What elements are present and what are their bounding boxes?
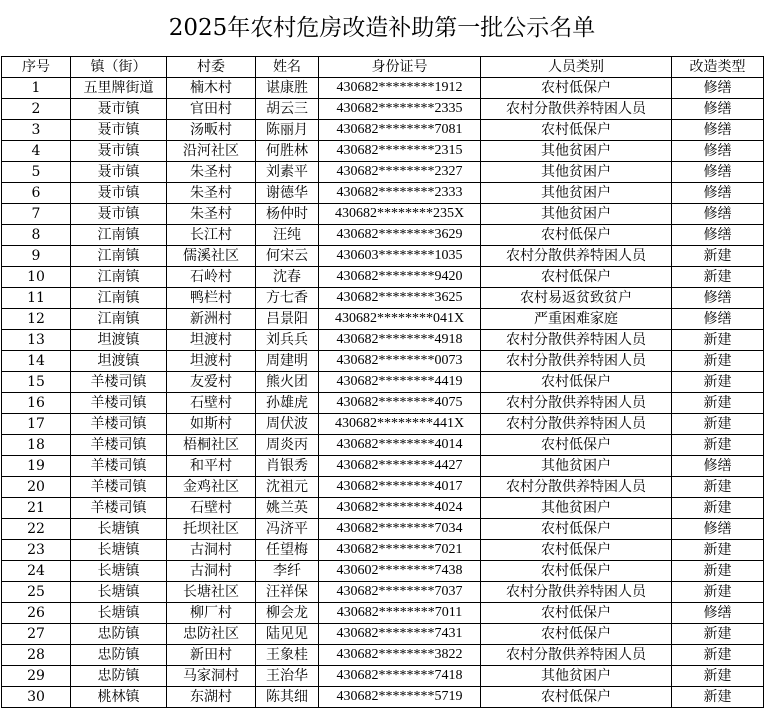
cell-id-number: 430682********4419: [319, 372, 481, 393]
cell-renovation-type: 修缮: [672, 183, 764, 204]
table-row: [2, 645, 764, 666]
cell-town: 江南镇: [71, 309, 167, 330]
cell-index: 13: [2, 330, 71, 351]
cell-village: 如斯村: [167, 414, 256, 435]
cell-renovation-type: 修缮: [672, 141, 764, 162]
cell-name: 汪祥保: [256, 582, 319, 603]
cell-category: 严重困难家庭: [481, 309, 672, 330]
cell-category: 农村低保户: [481, 120, 672, 141]
cell-index: 24: [2, 561, 71, 582]
cell-index: 19: [2, 456, 71, 477]
cell-index: 7: [2, 204, 71, 225]
cell-name: 何胜林: [256, 141, 319, 162]
cell-category: 其他贫困户: [481, 183, 672, 204]
table-row: [2, 330, 764, 351]
cell-id-number: 430682********9420: [319, 267, 481, 288]
table-row: [2, 624, 764, 645]
cell-id-number: 430682********041X: [319, 309, 481, 330]
cell-index: 9: [2, 246, 71, 267]
cell-name: 陈其细: [256, 687, 319, 708]
cell-renovation-type: 新建: [672, 687, 764, 708]
cell-id-number: 430682********4024: [319, 498, 481, 519]
cell-town: 五里牌街道: [71, 78, 167, 99]
cell-id-number: 430682********2333: [319, 183, 481, 204]
cell-name: 王治华: [256, 666, 319, 687]
cell-town: 长塘镇: [71, 582, 167, 603]
cell-town: 羊楼司镇: [71, 477, 167, 498]
cell-id-number: 430682********0073: [319, 351, 481, 372]
cell-category: 农村低保户: [481, 561, 672, 582]
cell-village: 朱圣村: [167, 204, 256, 225]
cell-village: 楠木村: [167, 78, 256, 99]
cell-id-number: 430682********2315: [319, 141, 481, 162]
cell-name: 刘兵兵: [256, 330, 319, 351]
cell-village: 儒溪社区: [167, 246, 256, 267]
table-row: [2, 603, 764, 624]
cell-category: 农村分散供养特困人员: [481, 645, 672, 666]
cell-id-number: 430682********4014: [319, 435, 481, 456]
cell-name: 周伏波: [256, 414, 319, 435]
cell-index: 18: [2, 435, 71, 456]
table-row: [2, 351, 764, 372]
cell-id-number: 430603********1035: [319, 246, 481, 267]
cell-index: 6: [2, 183, 71, 204]
cell-renovation-type: 修缮: [672, 162, 764, 183]
cell-category: 农村低保户: [481, 435, 672, 456]
cell-renovation-type: 修缮: [672, 120, 764, 141]
table-row: [2, 162, 764, 183]
cell-renovation-type: 新建: [672, 666, 764, 687]
cell-index: 20: [2, 477, 71, 498]
cell-id-number: 430682********7034: [319, 519, 481, 540]
cell-renovation-type: 修缮: [672, 288, 764, 309]
cell-index: 25: [2, 582, 71, 603]
cell-category: 农村低保户: [481, 540, 672, 561]
cell-village: 朱圣村: [167, 183, 256, 204]
cell-index: 10: [2, 267, 71, 288]
table-row: [2, 183, 764, 204]
table-row: [2, 372, 764, 393]
cell-id-number: 430682********2327: [319, 162, 481, 183]
cell-id-number: 430682********441X: [319, 414, 481, 435]
cell-renovation-type: 新建: [672, 414, 764, 435]
cell-town: 聂市镇: [71, 120, 167, 141]
table-row: [2, 309, 764, 330]
cell-index: 22: [2, 519, 71, 540]
cell-id-number: 430682********235X: [319, 204, 481, 225]
cell-id-number: 430682********3629: [319, 225, 481, 246]
col-header-renovation-type: 改造类型: [672, 57, 764, 78]
cell-id-number: 430682********7021: [319, 540, 481, 561]
cell-renovation-type: 修缮: [672, 99, 764, 120]
cell-id-number: 430682********7418: [319, 666, 481, 687]
col-header-name: 姓名: [256, 57, 319, 78]
cell-category: 其他贫困户: [481, 204, 672, 225]
cell-village: 东湖村: [167, 687, 256, 708]
cell-name: 沈春: [256, 267, 319, 288]
cell-name: 周建明: [256, 351, 319, 372]
cell-town: 聂市镇: [71, 162, 167, 183]
cell-name: 吕景阳: [256, 309, 319, 330]
cell-id-number: 430682********7037: [319, 582, 481, 603]
cell-town: 羊楼司镇: [71, 498, 167, 519]
cell-index: 26: [2, 603, 71, 624]
table-row: [2, 582, 764, 603]
cell-index: 27: [2, 624, 71, 645]
col-header-index: 序号: [2, 57, 71, 78]
cell-town: 江南镇: [71, 246, 167, 267]
cell-category: 其他贫困户: [481, 666, 672, 687]
cell-index: 17: [2, 414, 71, 435]
cell-index: 14: [2, 351, 71, 372]
table-row: [2, 540, 764, 561]
cell-name: 肖银秀: [256, 456, 319, 477]
cell-renovation-type: 修缮: [672, 204, 764, 225]
table-row: [2, 414, 764, 435]
cell-index: 28: [2, 645, 71, 666]
cell-id-number: 430682********4427: [319, 456, 481, 477]
col-header-village: 村委: [167, 57, 256, 78]
cell-town: 江南镇: [71, 267, 167, 288]
cell-category: 农村易返贫致贫户: [481, 288, 672, 309]
cell-name: 陆见见: [256, 624, 319, 645]
cell-renovation-type: 新建: [672, 435, 764, 456]
cell-renovation-type: 新建: [672, 393, 764, 414]
cell-category: 其他贫困户: [481, 498, 672, 519]
cell-index: 21: [2, 498, 71, 519]
cell-town: 羊楼司镇: [71, 414, 167, 435]
cell-name: 李纤: [256, 561, 319, 582]
cell-name: 任望梅: [256, 540, 319, 561]
cell-village: 石壁村: [167, 393, 256, 414]
cell-village: 坦渡村: [167, 330, 256, 351]
cell-index: 5: [2, 162, 71, 183]
cell-index: 12: [2, 309, 71, 330]
cell-id-number: 430602********7438: [319, 561, 481, 582]
cell-renovation-type: 修缮: [672, 603, 764, 624]
cell-village: 官田村: [167, 99, 256, 120]
cell-category: 农村分散供养特困人员: [481, 582, 672, 603]
cell-renovation-type: 新建: [672, 330, 764, 351]
table-row: [2, 225, 764, 246]
cell-category: 农村低保户: [481, 687, 672, 708]
cell-renovation-type: 修缮: [672, 78, 764, 99]
cell-renovation-type: 修缮: [672, 456, 764, 477]
cell-name: 沈祖元: [256, 477, 319, 498]
cell-index: 11: [2, 288, 71, 309]
table-row: [2, 78, 764, 99]
cell-town: 聂市镇: [71, 99, 167, 120]
cell-renovation-type: 新建: [672, 477, 764, 498]
cell-town: 聂市镇: [71, 183, 167, 204]
cell-village: 忠防社区: [167, 624, 256, 645]
table-row: [2, 666, 764, 687]
page-title: 2025年农村危房改造补助第一批公示名单: [168, 15, 596, 41]
cell-name: 胡云三: [256, 99, 319, 120]
cell-name: 杨仲时: [256, 204, 319, 225]
table-row: [2, 99, 764, 120]
cell-index: 2: [2, 99, 71, 120]
cell-name: 孙雄虎: [256, 393, 319, 414]
col-header-category: 人员类别: [481, 57, 672, 78]
cell-id-number: 430682********7081: [319, 120, 481, 141]
cell-town: 羊楼司镇: [71, 456, 167, 477]
cell-id-number: 430682********2335: [319, 99, 481, 120]
cell-index: 1: [2, 78, 71, 99]
header-row: [2, 57, 764, 78]
cell-renovation-type: 新建: [672, 624, 764, 645]
cell-town: 忠防镇: [71, 666, 167, 687]
cell-renovation-type: 新建: [672, 540, 764, 561]
cell-category: 农村分散供养特困人员: [481, 477, 672, 498]
cell-name: 谢德华: [256, 183, 319, 204]
cell-renovation-type: 修缮: [672, 225, 764, 246]
cell-village: 梧桐社区: [167, 435, 256, 456]
cell-village: 长江村: [167, 225, 256, 246]
cell-id-number: 430682********4075: [319, 393, 481, 414]
cell-town: 江南镇: [71, 225, 167, 246]
cell-category: 农村低保户: [481, 603, 672, 624]
table-row: [2, 267, 764, 288]
cell-renovation-type: 新建: [672, 351, 764, 372]
cell-village: 和平村: [167, 456, 256, 477]
cell-town: 羊楼司镇: [71, 393, 167, 414]
cell-id-number: 430682********7011: [319, 603, 481, 624]
cell-village: 坦渡村: [167, 351, 256, 372]
cell-category: 农村分散供养特困人员: [481, 330, 672, 351]
cell-category: 农村低保户: [481, 267, 672, 288]
cell-town: 江南镇: [71, 288, 167, 309]
table-row: [2, 561, 764, 582]
cell-id-number: 430682********7431: [319, 624, 481, 645]
cell-town: 长塘镇: [71, 519, 167, 540]
cell-category: 农村分散供养特困人员: [481, 414, 672, 435]
table-row: [2, 141, 764, 162]
cell-name: 方七香: [256, 288, 319, 309]
cell-name: 柳会龙: [256, 603, 319, 624]
cell-village: 石壁村: [167, 498, 256, 519]
table-row: [2, 519, 764, 540]
cell-id-number: 430682********1912: [319, 78, 481, 99]
cell-category: 农村分散供养特困人员: [481, 246, 672, 267]
col-header-id-number: 身份证号: [319, 57, 481, 78]
cell-id-number: 430682********3822: [319, 645, 481, 666]
cell-renovation-type: 修缮: [672, 309, 764, 330]
cell-name: 熊火团: [256, 372, 319, 393]
cell-id-number: 430682********3625: [319, 288, 481, 309]
cell-village: 朱圣村: [167, 162, 256, 183]
cell-renovation-type: 新建: [672, 267, 764, 288]
cell-index: 30: [2, 687, 71, 708]
table-row: [2, 456, 764, 477]
cell-town: 聂市镇: [71, 204, 167, 225]
subsidy-table: [1, 56, 764, 708]
cell-village: 新洲村: [167, 309, 256, 330]
cell-renovation-type: 新建: [672, 246, 764, 267]
cell-name: 何宋云: [256, 246, 319, 267]
cell-village: 托坝社区: [167, 519, 256, 540]
cell-category: 其他贫困户: [481, 141, 672, 162]
cell-category: 农村分散供养特困人员: [481, 351, 672, 372]
table-row: [2, 687, 764, 708]
cell-village: 古洞村: [167, 561, 256, 582]
cell-id-number: 430682********5719: [319, 687, 481, 708]
cell-category: 农村低保户: [481, 624, 672, 645]
cell-index: 4: [2, 141, 71, 162]
cell-town: 坦渡镇: [71, 351, 167, 372]
table-row: [2, 498, 764, 519]
table-row: [2, 246, 764, 267]
cell-category: 农村分散供养特困人员: [481, 393, 672, 414]
cell-category: 其他贫困户: [481, 162, 672, 183]
table-row: [2, 477, 764, 498]
table-row: [2, 435, 764, 456]
col-header-town: 镇（街）: [71, 57, 167, 78]
cell-id-number: 430682********4017: [319, 477, 481, 498]
cell-renovation-type: 新建: [672, 582, 764, 603]
cell-name: 刘素平: [256, 162, 319, 183]
cell-id-number: 430682********4918: [319, 330, 481, 351]
cell-village: 长塘社区: [167, 582, 256, 603]
cell-index: 8: [2, 225, 71, 246]
cell-category: 其他贫困户: [481, 456, 672, 477]
table-row: [2, 120, 764, 141]
cell-village: 古洞村: [167, 540, 256, 561]
cell-name: 谌康胜: [256, 78, 319, 99]
cell-village: 金鸡社区: [167, 477, 256, 498]
cell-name: 王象桂: [256, 645, 319, 666]
cell-index: 3: [2, 120, 71, 141]
cell-name: 汪纯: [256, 225, 319, 246]
cell-town: 羊楼司镇: [71, 435, 167, 456]
cell-name: 冯济平: [256, 519, 319, 540]
cell-village: 汤畈村: [167, 120, 256, 141]
cell-category: 农村低保户: [481, 519, 672, 540]
table-row: [2, 393, 764, 414]
cell-town: 桃林镇: [71, 687, 167, 708]
cell-renovation-type: 新建: [672, 372, 764, 393]
cell-category: 农村低保户: [481, 372, 672, 393]
cell-town: 忠防镇: [71, 624, 167, 645]
cell-village: 石岭村: [167, 267, 256, 288]
cell-town: 长塘镇: [71, 603, 167, 624]
table-row: [2, 288, 764, 309]
cell-name: 周炎丙: [256, 435, 319, 456]
cell-village: 友爱村: [167, 372, 256, 393]
cell-renovation-type: 修缮: [672, 519, 764, 540]
cell-village: 沿河社区: [167, 141, 256, 162]
cell-town: 羊楼司镇: [71, 372, 167, 393]
cell-town: 聂市镇: [71, 141, 167, 162]
cell-name: 姚兰英: [256, 498, 319, 519]
cell-category: 农村低保户: [481, 78, 672, 99]
cell-renovation-type: 新建: [672, 645, 764, 666]
cell-town: 长塘镇: [71, 540, 167, 561]
cell-index: 16: [2, 393, 71, 414]
cell-town: 忠防镇: [71, 645, 167, 666]
cell-category: 农村低保户: [481, 225, 672, 246]
cell-renovation-type: 新建: [672, 561, 764, 582]
cell-index: 29: [2, 666, 71, 687]
cell-name: 陈丽月: [256, 120, 319, 141]
cell-index: 15: [2, 372, 71, 393]
table-row: [2, 204, 764, 225]
cell-village: 马家洞村: [167, 666, 256, 687]
cell-category: 农村分散供养特困人员: [481, 99, 672, 120]
cell-village: 柳厂村: [167, 603, 256, 624]
cell-index: 23: [2, 540, 71, 561]
cell-village: 新田村: [167, 645, 256, 666]
cell-town: 坦渡镇: [71, 330, 167, 351]
cell-renovation-type: 新建: [672, 498, 764, 519]
cell-town: 长塘镇: [71, 561, 167, 582]
cell-village: 鸭栏村: [167, 288, 256, 309]
